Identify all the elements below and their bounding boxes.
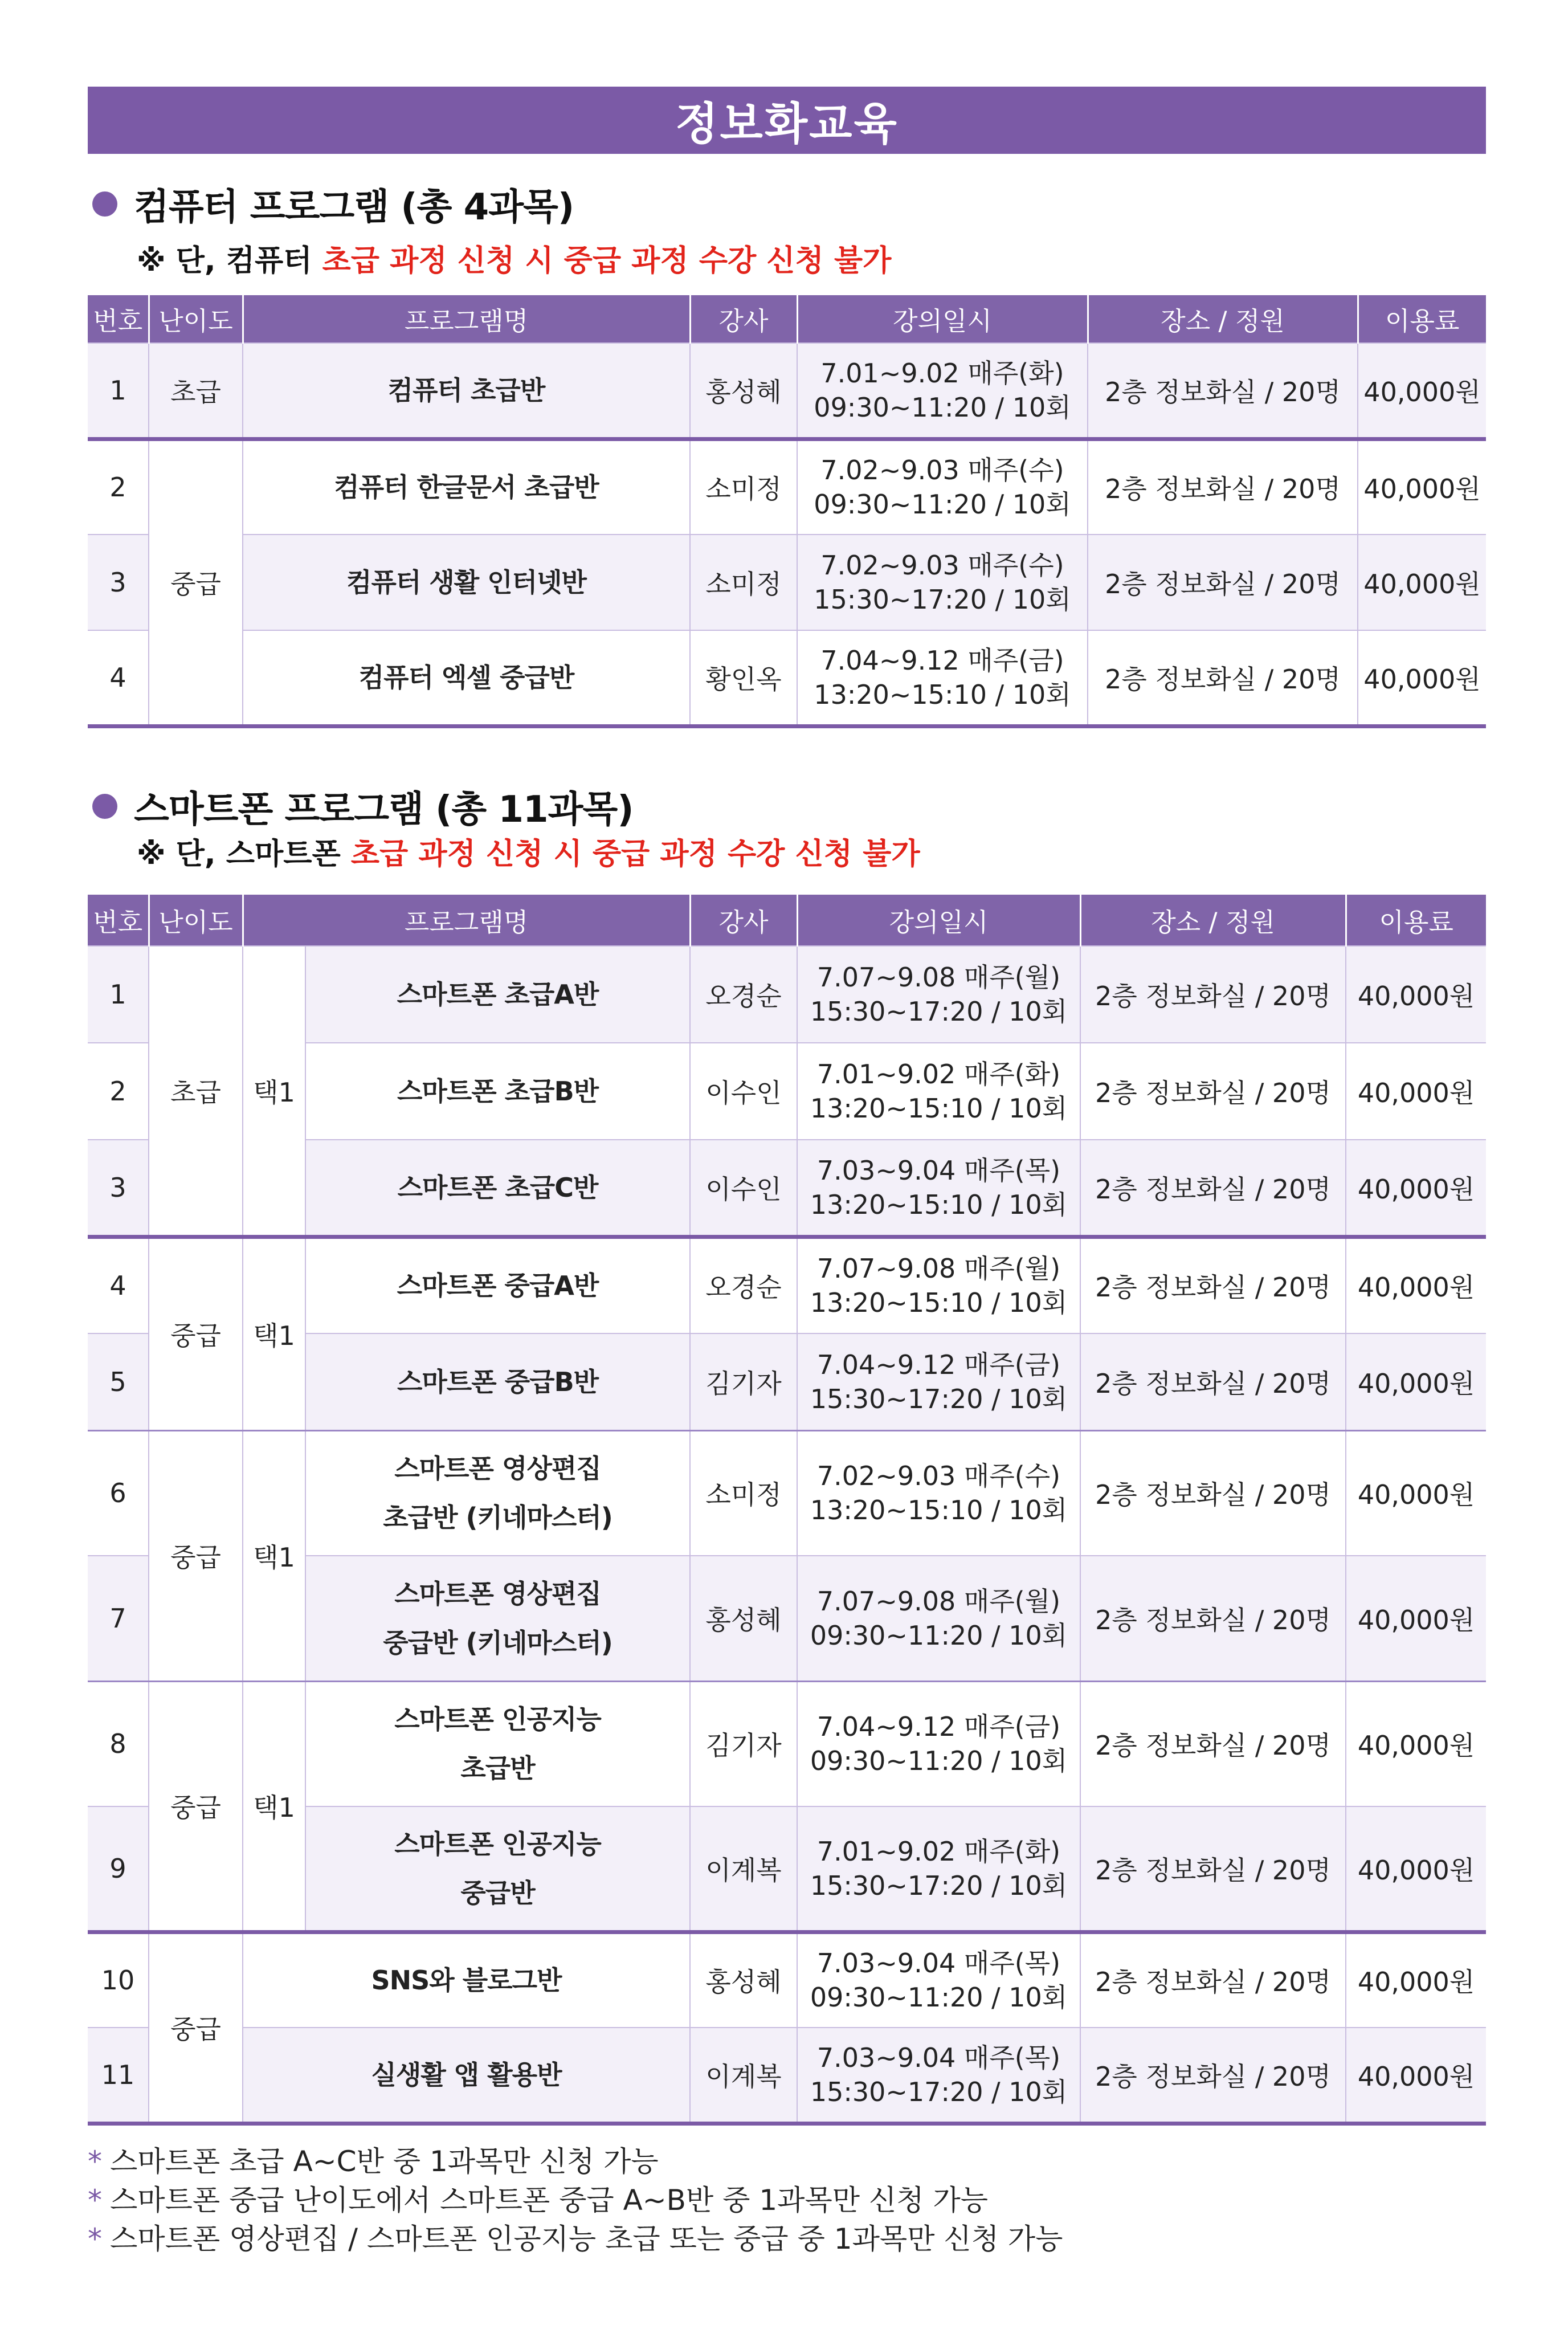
header-difficulty: 난이도 bbox=[149, 895, 243, 946]
schedule-time: 15:30~17:20 / 10회 bbox=[814, 584, 1071, 615]
fee: 40,000원 bbox=[1346, 1237, 1486, 1333]
table-header-row bbox=[88, 895, 1486, 946]
schedule bbox=[797, 1806, 1080, 1932]
schedule bbox=[797, 1932, 1080, 2028]
place-capacity: 2층 정보화실 / 20명 bbox=[1080, 946, 1346, 1043]
header-program-name: 프로그램명 bbox=[243, 895, 690, 946]
table-header-row bbox=[88, 295, 1486, 343]
place-capacity: 2층 정보화실 / 20명 bbox=[1080, 1043, 1346, 1140]
schedule bbox=[797, 535, 1088, 630]
program-name bbox=[305, 946, 690, 1043]
instructor: 소미정 bbox=[690, 439, 797, 535]
program-name bbox=[243, 343, 690, 439]
place-capacity: 2층 정보화실 / 20명 bbox=[1080, 1237, 1346, 1333]
instructor: 홍성혜 bbox=[690, 1932, 797, 2028]
instructor: 이계복 bbox=[690, 2028, 797, 2123]
fee: 40,000원 bbox=[1346, 946, 1486, 1043]
program-name bbox=[305, 1043, 690, 1140]
schedule bbox=[797, 1556, 1080, 1681]
header-instructor: 강사 bbox=[690, 895, 797, 946]
program-name-line: 실생활 앱 활용반 bbox=[371, 2059, 562, 2090]
choice-rule: 택1 bbox=[243, 1681, 305, 1932]
schedule-date: 7.02~9.03 매주(수) bbox=[820, 550, 1064, 581]
footnote-text: 스마트폰 영상편집 / 스마트폰 인공지능 초급 또는 중급 중 1과목만 신청 가능 bbox=[110, 2222, 1063, 2255]
schedule bbox=[797, 630, 1088, 726]
fee: 40,000원 bbox=[1346, 1140, 1486, 1237]
fee: 40,000원 bbox=[1358, 439, 1486, 535]
program-name-line: 컴퓨터 한글문서 초급반 bbox=[334, 472, 599, 503]
circle-bullet-icon bbox=[92, 191, 117, 217]
program-name-line: 스마트폰 중급A반 bbox=[397, 1270, 599, 1302]
notice-highlight: 초급 과정 신청 시 중급 과정 수강 신청 불가 bbox=[350, 837, 920, 871]
asterisk-icon: * bbox=[88, 2184, 102, 2217]
computer-notice bbox=[137, 242, 891, 280]
schedule bbox=[797, 1043, 1080, 1140]
schedule-date: 7.07~9.08 매주(월) bbox=[816, 1585, 1061, 1617]
schedule bbox=[797, 2028, 1080, 2123]
schedule-date: 7.04~9.12 매주(금) bbox=[816, 1711, 1061, 1743]
schedule-date: 7.01~9.02 매주(화) bbox=[816, 1059, 1061, 1090]
program-name-line: SNS와 블로그반 bbox=[371, 1965, 562, 1996]
row-number: 11 bbox=[88, 2028, 149, 2123]
program-name-line: 중급반 bbox=[460, 1877, 535, 1908]
instructor: 이수인 bbox=[690, 1140, 797, 1237]
row-number: 9 bbox=[88, 1806, 149, 1932]
schedule bbox=[797, 946, 1080, 1043]
schedule-date: 7.03~9.04 매주(목) bbox=[816, 1155, 1061, 1186]
program-name-line: 스마트폰 인공지능 bbox=[394, 1828, 601, 1859]
schedule-time: 09:30~11:20 / 10회 bbox=[810, 1745, 1068, 1777]
footnote-item bbox=[88, 2220, 1063, 2258]
place-capacity: 2층 정보화실 / 20명 bbox=[1080, 1681, 1346, 1806]
schedule bbox=[797, 1333, 1080, 1430]
footnote-text: 스마트폰 중급 난이도에서 스마트폰 중급 A~B반 중 1과목만 신청 가능 bbox=[110, 2184, 989, 2217]
program-name bbox=[243, 2028, 690, 2123]
program-name bbox=[243, 630, 690, 726]
instructor: 홍성혜 bbox=[690, 343, 797, 439]
program-name bbox=[305, 1556, 690, 1681]
schedule-time: 15:30~17:20 / 10회 bbox=[810, 996, 1068, 1027]
program-name-line: 스마트폰 영상편집 bbox=[394, 1453, 601, 1484]
instructor: 이수인 bbox=[690, 1043, 797, 1140]
header-place-capacity: 장소 / 정원 bbox=[1088, 295, 1358, 343]
fee: 40,000원 bbox=[1358, 630, 1486, 726]
place-capacity: 2층 정보화실 / 20명 bbox=[1080, 1932, 1346, 2028]
circle-bullet-icon bbox=[92, 794, 117, 819]
header-schedule: 강의일시 bbox=[797, 895, 1080, 946]
row-number: 2 bbox=[88, 439, 149, 535]
schedule-date: 7.07~9.08 매주(월) bbox=[816, 962, 1061, 993]
program-name bbox=[243, 439, 690, 535]
instructor: 김기자 bbox=[690, 1681, 797, 1806]
program-name-line: 초급반 (키네마스터) bbox=[383, 1502, 612, 1533]
fee: 40,000원 bbox=[1358, 343, 1486, 439]
fee: 40,000원 bbox=[1346, 1806, 1486, 1932]
difficulty-level: 중급 bbox=[149, 1237, 243, 1430]
computer-program-table bbox=[88, 295, 1486, 728]
difficulty-level: 중급 bbox=[149, 1932, 243, 2123]
program-name-line: 스마트폰 초급B반 bbox=[397, 1076, 599, 1107]
schedule-time: 13:20~15:10 / 10회 bbox=[810, 1093, 1068, 1124]
schedule-time: 09:30~11:20 / 10회 bbox=[814, 489, 1071, 520]
program-name-line: 스마트폰 영상편집 bbox=[394, 1578, 601, 1609]
smartphone-section-heading bbox=[92, 784, 633, 829]
schedule bbox=[797, 1237, 1080, 1333]
header-number: 번호 bbox=[88, 895, 149, 946]
schedule-time: 09:30~11:20 / 10회 bbox=[810, 1982, 1068, 2013]
fee: 40,000원 bbox=[1346, 1430, 1486, 1556]
row-number: 4 bbox=[88, 1237, 149, 1333]
smartphone-notice bbox=[137, 835, 920, 873]
instructor: 오경순 bbox=[690, 946, 797, 1043]
program-name-line: 컴퓨터 초급반 bbox=[387, 374, 545, 406]
instructor: 소미정 bbox=[690, 1430, 797, 1556]
computer-section-heading bbox=[92, 181, 574, 227]
program-name bbox=[243, 1932, 690, 2028]
row-number: 1 bbox=[88, 946, 149, 1043]
header-schedule: 강의일시 bbox=[797, 295, 1088, 343]
footnote-item bbox=[88, 2181, 1063, 2220]
table-row bbox=[88, 343, 1486, 439]
place-capacity: 2층 정보화실 / 20명 bbox=[1088, 343, 1358, 439]
difficulty-level: 초급 bbox=[149, 343, 243, 439]
table-row bbox=[88, 630, 1486, 726]
schedule-time: 13:20~15:10 / 10회 bbox=[810, 1495, 1068, 1526]
table-row bbox=[88, 1430, 1486, 1556]
header-place-capacity: 장소 / 정원 bbox=[1080, 895, 1346, 946]
place-capacity: 2층 정보화실 / 20명 bbox=[1080, 1556, 1346, 1681]
place-capacity: 2층 정보화실 / 20명 bbox=[1088, 535, 1358, 630]
program-name-line: 스마트폰 초급A반 bbox=[397, 979, 599, 1010]
schedule-time: 15:30~17:20 / 10회 bbox=[810, 1870, 1068, 1901]
program-name-line: 스마트폰 중급B반 bbox=[397, 1366, 599, 1397]
instructor: 황인옥 bbox=[690, 630, 797, 726]
header-number: 번호 bbox=[88, 295, 149, 343]
page-title: 정보화교육 bbox=[88, 87, 1486, 154]
table-row bbox=[88, 2028, 1486, 2123]
program-name-line: 스마트폰 인공지능 bbox=[394, 1704, 601, 1735]
schedule-time: 15:30~17:20 / 10회 bbox=[810, 2076, 1068, 2107]
section-title: 스마트폰 프로그램 (총 11과목) bbox=[134, 789, 634, 831]
instructor: 소미정 bbox=[690, 535, 797, 630]
fee: 40,000원 bbox=[1346, 1333, 1486, 1430]
program-name bbox=[305, 1806, 690, 1932]
schedule-date: 7.07~9.08 매주(월) bbox=[816, 1253, 1061, 1284]
table-row bbox=[88, 1932, 1486, 2028]
smartphone-program-table bbox=[88, 895, 1486, 2126]
schedule bbox=[797, 1430, 1080, 1556]
choice-rule: 택1 bbox=[243, 1430, 305, 1681]
header-fee: 이용료 bbox=[1346, 895, 1486, 946]
fee: 40,000원 bbox=[1346, 2028, 1486, 2123]
row-number: 5 bbox=[88, 1333, 149, 1430]
footnotes bbox=[88, 2142, 1063, 2258]
row-number: 1 bbox=[88, 343, 149, 439]
place-capacity: 2층 정보화실 / 20명 bbox=[1088, 439, 1358, 535]
program-name bbox=[305, 1237, 690, 1333]
fee: 40,000원 bbox=[1346, 1681, 1486, 1806]
table-row bbox=[88, 1237, 1486, 1333]
difficulty-level: 초급 bbox=[149, 946, 243, 1237]
footnote-text: 스마트폰 초급 A~C반 중 1과목만 신청 가능 bbox=[110, 2145, 659, 2178]
difficulty-level: 중급 bbox=[149, 1430, 243, 1681]
instructor: 김기자 bbox=[690, 1333, 797, 1430]
schedule-time: 09:30~11:20 / 10회 bbox=[810, 1620, 1068, 1651]
choice-rule: 택1 bbox=[243, 946, 305, 1237]
instructor: 홍성혜 bbox=[690, 1556, 797, 1681]
notice-prefix: ※ 단, 컴퓨터 bbox=[137, 244, 322, 278]
schedule-time: 13:20~15:10 / 10회 bbox=[810, 1287, 1068, 1319]
program-name bbox=[305, 1681, 690, 1806]
difficulty-level: 중급 bbox=[149, 1681, 243, 1932]
place-capacity: 2층 정보화실 / 20명 bbox=[1080, 1430, 1346, 1556]
asterisk-icon: * bbox=[88, 2222, 102, 2255]
row-number: 4 bbox=[88, 630, 149, 726]
place-capacity: 2층 정보화실 / 20명 bbox=[1080, 2028, 1346, 2123]
program-name bbox=[305, 1333, 690, 1430]
schedule bbox=[797, 1681, 1080, 1806]
table-row bbox=[88, 535, 1486, 630]
place-capacity: 2층 정보화실 / 20명 bbox=[1080, 1333, 1346, 1430]
asterisk-icon: * bbox=[88, 2145, 102, 2178]
schedule-time: 15:30~17:20 / 10회 bbox=[810, 1383, 1068, 1414]
schedule bbox=[797, 343, 1088, 439]
table-row bbox=[88, 1681, 1486, 1806]
program-name-line: 스마트폰 초급C반 bbox=[397, 1172, 598, 1203]
row-number: 3 bbox=[88, 535, 149, 630]
row-number: 3 bbox=[88, 1140, 149, 1237]
schedule bbox=[797, 439, 1088, 535]
place-capacity: 2층 정보화실 / 20명 bbox=[1080, 1140, 1346, 1237]
schedule-date: 7.01~9.02 매주(화) bbox=[820, 357, 1064, 389]
schedule-date: 7.02~9.03 매주(수) bbox=[816, 1461, 1061, 1492]
header-instructor: 강사 bbox=[690, 295, 797, 343]
row-number: 6 bbox=[88, 1430, 149, 1556]
row-number: 8 bbox=[88, 1681, 149, 1806]
fee: 40,000원 bbox=[1358, 535, 1486, 630]
schedule-date: 7.04~9.12 매주(금) bbox=[816, 1349, 1061, 1380]
schedule-time: 13:20~15:10 / 10회 bbox=[814, 679, 1071, 710]
schedule-time: 09:30~11:20 / 10회 bbox=[814, 391, 1071, 423]
table-row bbox=[88, 439, 1486, 535]
row-number: 7 bbox=[88, 1556, 149, 1681]
header-difficulty: 난이도 bbox=[149, 295, 243, 343]
place-capacity: 2층 정보화실 / 20명 bbox=[1080, 1806, 1346, 1932]
program-name bbox=[243, 535, 690, 630]
fee: 40,000원 bbox=[1346, 1932, 1486, 2028]
program-name-line: 컴퓨터 엑셀 중급반 bbox=[358, 662, 574, 693]
program-name-line: 초급반 bbox=[460, 1753, 535, 1784]
header-program-name: 프로그램명 bbox=[243, 295, 690, 343]
notice-highlight: 초급 과정 신청 시 중급 과정 수강 신청 불가 bbox=[322, 244, 892, 278]
instructor: 이계복 bbox=[690, 1806, 797, 1932]
schedule-time: 13:20~15:10 / 10회 bbox=[810, 1189, 1068, 1220]
choice-rule: 택1 bbox=[243, 1237, 305, 1430]
schedule-date: 7.02~9.03 매주(수) bbox=[820, 455, 1064, 486]
program-name bbox=[305, 1140, 690, 1237]
schedule bbox=[797, 1140, 1080, 1237]
schedule-date: 7.03~9.04 매주(목) bbox=[816, 1948, 1061, 1979]
program-name-line: 중급반 (키네마스터) bbox=[383, 1627, 612, 1658]
program-name bbox=[305, 1430, 690, 1556]
header-fee: 이용료 bbox=[1358, 295, 1486, 343]
instructor: 오경순 bbox=[690, 1237, 797, 1333]
schedule-date: 7.04~9.12 매주(금) bbox=[820, 645, 1064, 676]
row-number: 2 bbox=[88, 1043, 149, 1140]
program-name-line: 컴퓨터 생활 인터넷반 bbox=[346, 567, 586, 598]
row-number: 10 bbox=[88, 1932, 149, 2028]
place-capacity: 2층 정보화실 / 20명 bbox=[1088, 630, 1358, 726]
table-row bbox=[88, 946, 1486, 1043]
schedule-date: 7.03~9.04 매주(목) bbox=[816, 2042, 1061, 2073]
footnote-item bbox=[88, 2142, 1063, 2181]
section-title: 컴퓨터 프로그램 (총 4과목) bbox=[134, 186, 574, 229]
difficulty-level: 중급 bbox=[149, 439, 243, 726]
schedule-date: 7.01~9.02 매주(화) bbox=[816, 1836, 1061, 1867]
notice-prefix: ※ 단, 스마트폰 bbox=[137, 837, 351, 871]
fee: 40,000원 bbox=[1346, 1043, 1486, 1140]
fee: 40,000원 bbox=[1346, 1556, 1486, 1681]
